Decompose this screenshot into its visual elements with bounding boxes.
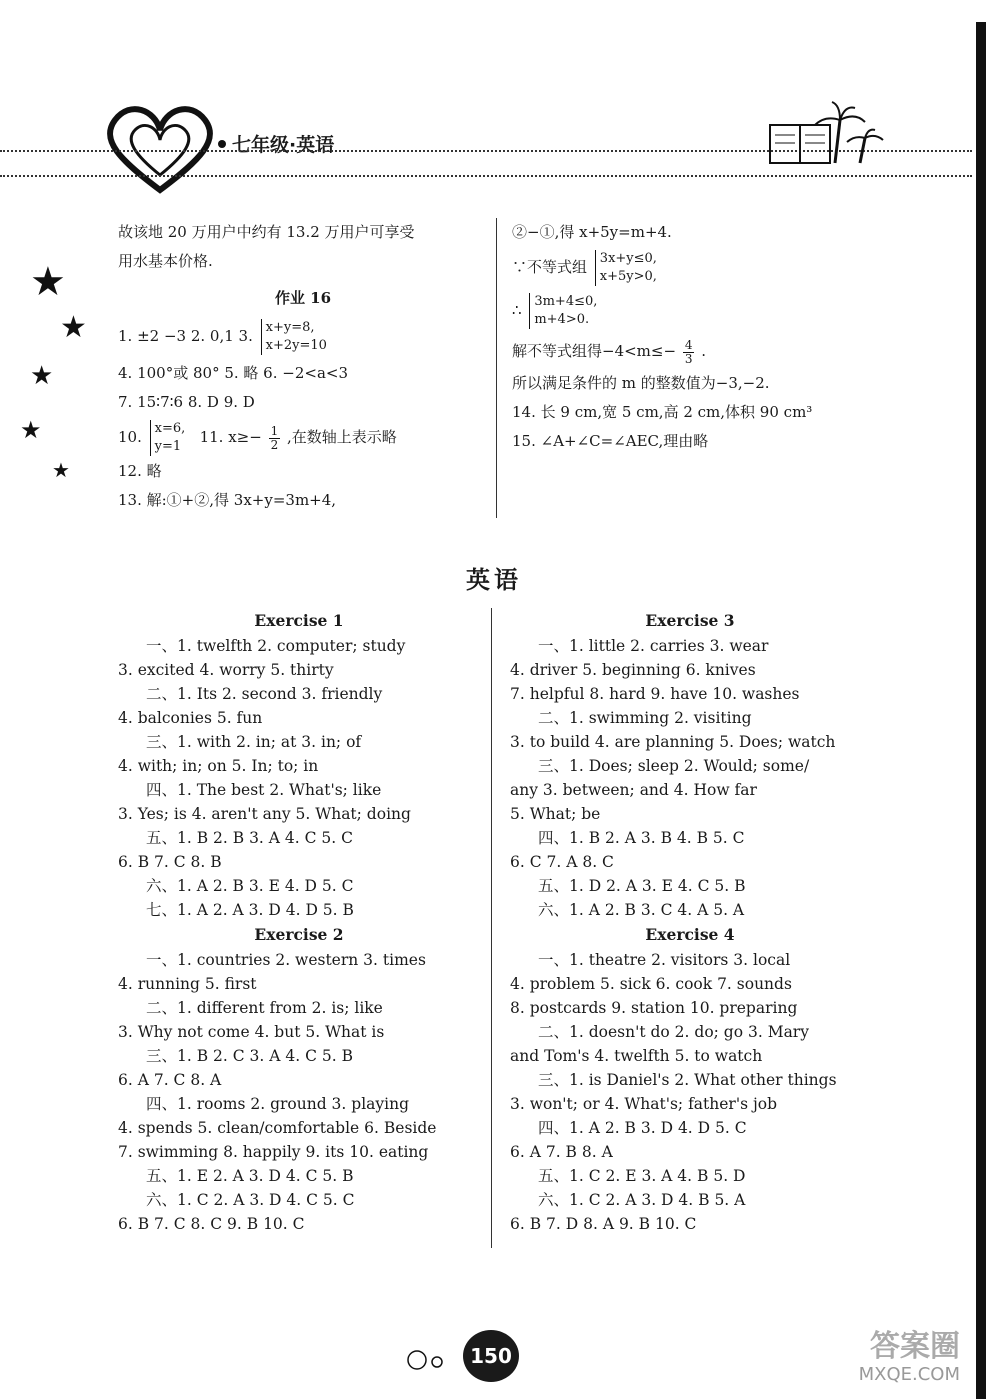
inequality-line: x+5y>0, bbox=[599, 269, 657, 284]
math-text-line: 故该地 20 万用户中约有 13.2 万用户可享受 bbox=[118, 223, 415, 241]
answer-line: 五、1. D 2. A 3. E 4. C 5. B bbox=[538, 877, 746, 895]
math-answer-text: 11. x≥− bbox=[199, 428, 262, 446]
math-text: 解不等式组得−4<m≤− bbox=[512, 342, 677, 360]
answer-line: 6. C 7. A 8. C bbox=[510, 853, 614, 871]
answer-line: 一、1. theatre 2. visitors 3. local bbox=[538, 951, 791, 969]
star-icon: ★ bbox=[30, 361, 54, 391]
palm-tree-book-decoration bbox=[720, 100, 900, 170]
answer-line: 8. postcards 9. station 10. preparing bbox=[510, 999, 798, 1017]
answer-line: 3. excited 4. worry 5. thirty bbox=[118, 661, 334, 679]
math-text-line: 所以满足条件的 m 的整数值为−3,−2. bbox=[512, 374, 770, 392]
star-icon: ★ bbox=[30, 259, 66, 305]
answer-line: 4. balconies 5. fun bbox=[118, 709, 263, 727]
math-column-divider bbox=[496, 218, 497, 518]
math-answer-7-9: 7. 15∶7∶6 8. D 9. D bbox=[118, 393, 255, 411]
english-column-divider bbox=[491, 608, 492, 1248]
inequality-line: m+4>0. bbox=[534, 312, 590, 327]
inequality-system bbox=[529, 293, 597, 329]
answer-line: 三、1. with 2. in; at 3. in; of bbox=[146, 733, 362, 751]
math-text: ∵不等式组 bbox=[512, 258, 588, 276]
bullet-dot bbox=[218, 140, 226, 148]
watermark-text: 答案圈 bbox=[870, 1329, 960, 1364]
homework-title: 作业 16 bbox=[274, 289, 332, 307]
answer-line: 一、1. twelfth 2. computer; study bbox=[146, 637, 406, 655]
inequality-line: 3m+4≤0, bbox=[534, 294, 598, 309]
answer-line: 4. driver 5. beginning 6. knives bbox=[510, 661, 756, 679]
answer-line: 七、1. A 2. A 3. D 4. D 5. B bbox=[146, 901, 354, 919]
answer-line: 五、1. B 2. B 3. A 4. C 5. C bbox=[146, 829, 353, 847]
equation-line: x+y=8, bbox=[265, 320, 315, 335]
fraction-numerator: 4 bbox=[684, 337, 693, 352]
exercise-title: Exercise 3 bbox=[645, 611, 735, 630]
math-text-line: ②−①,得 x+5y=m+4. bbox=[512, 223, 672, 241]
star-icon: ★ bbox=[60, 310, 87, 345]
answer-line: 6. A 7. C 8. A bbox=[118, 1071, 222, 1089]
page-edge-bar bbox=[976, 22, 986, 1399]
math-text-line bbox=[512, 287, 912, 333]
answer-line: 4. problem 5. sick 6. cook 7. sounds bbox=[510, 975, 792, 993]
math-answer-15: 15. ∠A+∠C=∠AEC,理由略 bbox=[512, 432, 709, 450]
math-answer-4-6: 4. 100°或 80° 5. 略 6. −2<a<3 bbox=[118, 364, 348, 382]
answer-line: 4. with; in; on 5. In; to; in bbox=[118, 757, 319, 775]
answer-line: 3. to build 4. are planning 5. Does; watch bbox=[510, 733, 836, 751]
fraction-numerator: 1 bbox=[270, 423, 279, 438]
answer-line: 四、1. A 2. B 3. D 4. D 5. C bbox=[538, 1119, 747, 1137]
math-text: . bbox=[701, 342, 707, 360]
answer-line: 7. helpful 8. hard 9. have 10. washes bbox=[510, 685, 800, 703]
answer-line: 6. B 7. D 8. A 9. B 10. C bbox=[510, 1215, 697, 1233]
answer-line: and Tom's 4. twelfth 5. to watch bbox=[510, 1047, 763, 1065]
answer-line: 三、1. is Daniel's 2. What other things bbox=[538, 1071, 837, 1089]
answer-line: 7. swimming 8. happily 9. its 10. eating bbox=[118, 1143, 429, 1161]
star-icon: ★ bbox=[52, 458, 70, 482]
answer-line: 三、1. B 2. C 3. A 4. C 5. B bbox=[146, 1047, 353, 1065]
answer-line: 3. Why not come 4. but 5. What is bbox=[118, 1023, 385, 1041]
answer-line: 6. B 7. C 8. C 9. B 10. C bbox=[118, 1215, 305, 1233]
equation-system bbox=[261, 319, 327, 355]
answer-line: 6. A 7. B 8. A bbox=[510, 1143, 613, 1161]
answer-line: 3. Yes; is 4. aren't any 5. What; doing bbox=[118, 805, 411, 823]
answer-line: 一、1. countries 2. western 3. times bbox=[146, 951, 426, 969]
english-left-column bbox=[118, 608, 480, 1236]
math-text-line bbox=[512, 333, 912, 369]
fraction bbox=[683, 339, 695, 366]
math-right-column bbox=[512, 218, 912, 456]
answer-line: 三、1. Does; sleep 2. Would; some/ bbox=[538, 757, 810, 775]
answer-line: 五、1. C 2. E 3. A 4. B 5. D bbox=[538, 1167, 746, 1185]
exercise-title: Exercise 2 bbox=[254, 925, 344, 944]
answer-line: any 3. between; and 4. How far bbox=[510, 781, 757, 799]
math-answer-14: 14. 长 9 cm,宽 5 cm,高 2 cm,体积 90 cm³ bbox=[512, 403, 813, 421]
math-answer-text: 1. ±2 −3 2. 0,1 3. bbox=[118, 327, 253, 345]
answer-line: 二、1. different from 2. is; like bbox=[146, 999, 383, 1017]
equation-system bbox=[150, 420, 186, 456]
answer-line: 五、1. E 2. A 3. D 4. C 5. B bbox=[146, 1167, 354, 1185]
answer-line: 3. won't; or 4. What's; father's job bbox=[510, 1095, 778, 1113]
answer-line: 4. spends 5. clean/comfortable 6. Beside bbox=[118, 1119, 437, 1137]
math-answer-text: ,在数轴上表示略 bbox=[287, 428, 397, 446]
math-text-line bbox=[512, 247, 912, 287]
fraction-denominator: 3 bbox=[684, 351, 693, 366]
answer-line: 六、1. C 2. A 3. D 4. B 5. A bbox=[538, 1191, 746, 1209]
english-right-column bbox=[510, 608, 870, 1236]
exercise-title: Exercise 1 bbox=[254, 611, 344, 630]
equation-line: y=1 bbox=[154, 439, 182, 454]
math-answer-10-11 bbox=[118, 417, 488, 457]
answer-line: 二、1. doesn't do 2. do; go 3. Mary bbox=[538, 1023, 809, 1041]
answer-line: 六、1. A 2. B 3. C 4. A 5. A bbox=[538, 901, 745, 919]
header-dotted-line-2 bbox=[0, 175, 972, 177]
math-answer-12: 12. 略 bbox=[118, 462, 162, 480]
answer-line: 6. B 7. C 8. B bbox=[118, 853, 222, 871]
answer-line: 4. running 5. first bbox=[118, 975, 257, 993]
math-answer-1-3 bbox=[118, 313, 488, 359]
math-answer-13: 13. 解:①+②,得 3x+y=3m+4, bbox=[118, 491, 337, 509]
inequality-line: 3x+y≤0, bbox=[599, 251, 657, 266]
equation-line: x=6, bbox=[154, 421, 186, 436]
answer-line: 二、1. Its 2. second 3. friendly bbox=[146, 685, 383, 703]
answer-line: 四、1. The best 2. What's; like bbox=[146, 781, 382, 799]
exercise-title: Exercise 4 bbox=[645, 925, 735, 944]
answer-line: 5. What; be bbox=[510, 805, 601, 823]
star-icon: ★ bbox=[20, 416, 42, 444]
answer-line: 四、1. rooms 2. ground 3. playing bbox=[146, 1095, 410, 1113]
watermark bbox=[859, 1330, 960, 1386]
equation-line: x+2y=10 bbox=[265, 338, 327, 353]
math-text-line: 用水基本价格. bbox=[118, 252, 213, 270]
header-title: 七年级·英语 bbox=[232, 134, 335, 156]
page-number: 150 bbox=[463, 1330, 519, 1382]
watermark-url: MXQE.COM bbox=[858, 1364, 960, 1385]
answer-line: 六、1. A 2. B 3. E 4. D 5. C bbox=[146, 877, 354, 895]
fraction-denominator: 2 bbox=[270, 437, 279, 452]
page-number-decoration bbox=[405, 1350, 460, 1374]
fraction bbox=[269, 425, 281, 452]
math-text: ∴ bbox=[512, 301, 522, 319]
answer-line: 二、1. swimming 2. visiting bbox=[538, 709, 752, 727]
inequality-system bbox=[595, 250, 657, 286]
answer-line: 一、1. little 2. carries 3. wear bbox=[538, 637, 769, 655]
section-title: 英语 bbox=[466, 566, 522, 594]
math-left-column bbox=[118, 218, 488, 515]
math-answer-text: 10. bbox=[118, 428, 142, 446]
answer-line: 四、1. B 2. A 3. B 4. B 5. C bbox=[538, 829, 745, 847]
answer-line: 六、1. C 2. A 3. D 4. C 5. C bbox=[146, 1191, 355, 1209]
